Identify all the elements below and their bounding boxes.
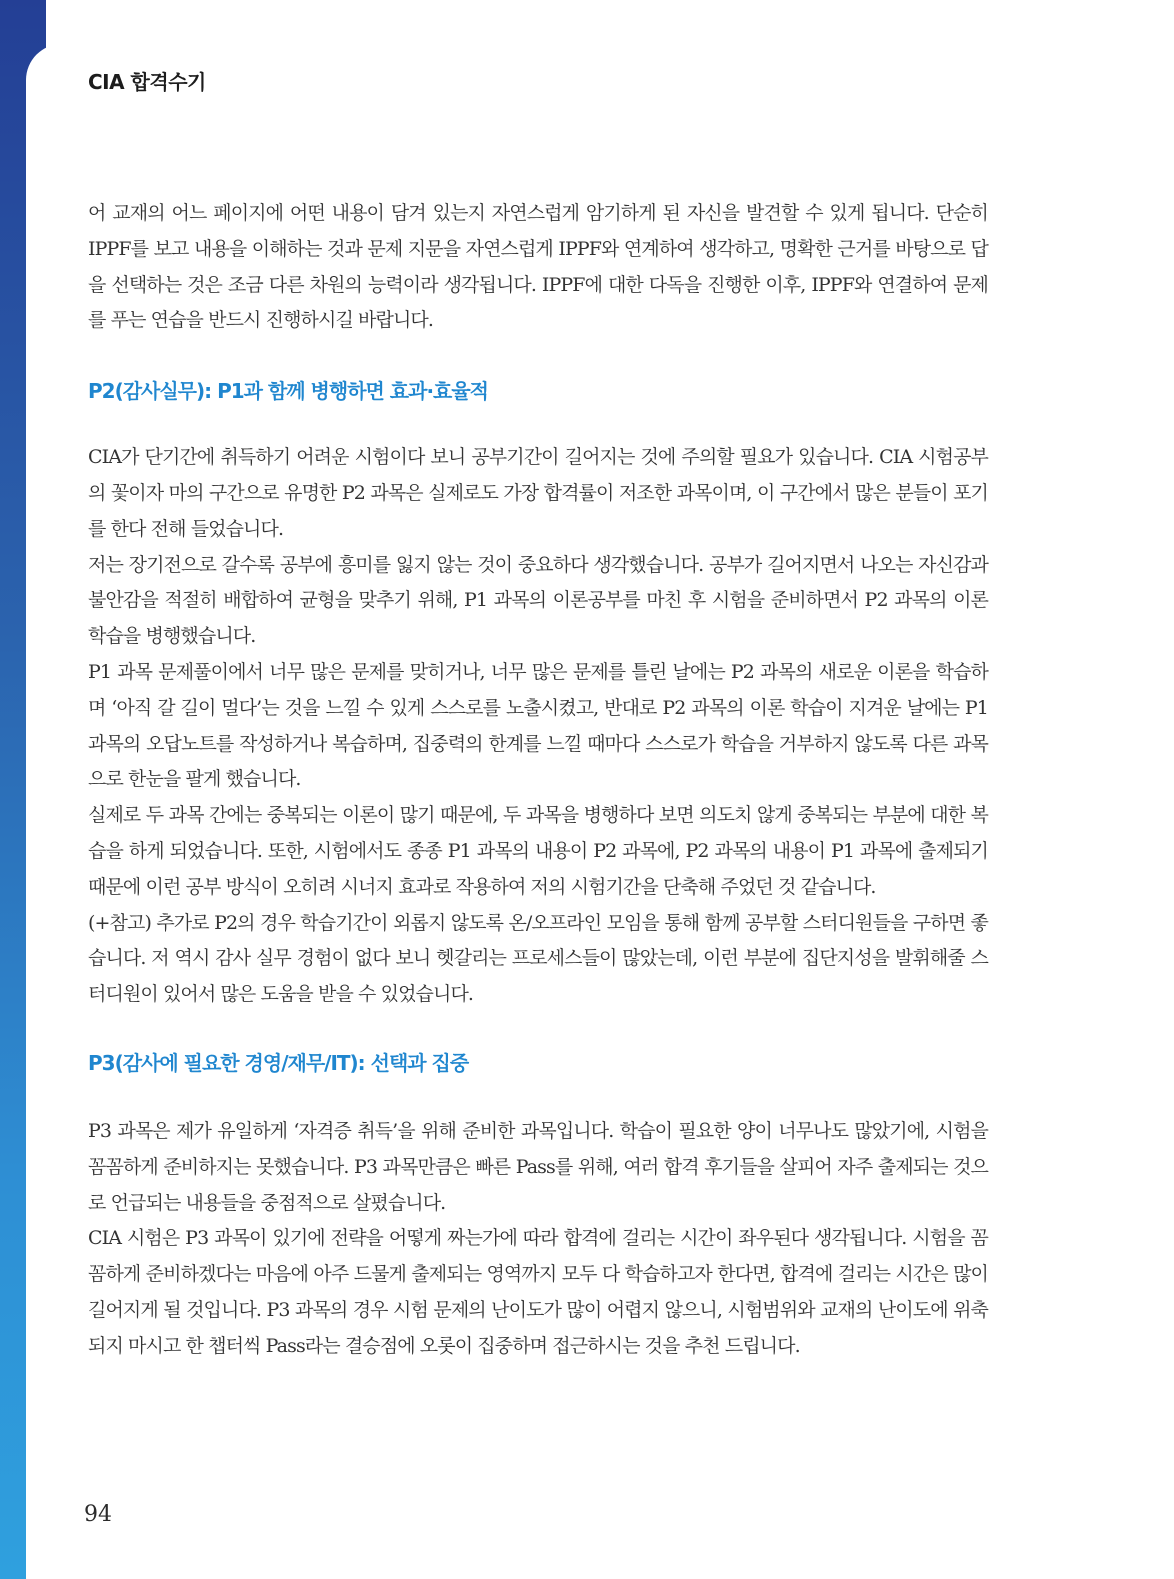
paragraph: P1 과목 문제풀이에서 너무 많은 문제를 맞히거나, 너무 많은 문제를 틀린 날에는 P2 과목의 새로운 이론을 학습하며 ‘아직 갈 길이 멀다’는 것을 느낄 수 있게 스스로를 노출시켰고, 반대로 P2 과목의 이론 학습이 지겨운 날에는 P1 과목의 오답노트를 작성하거나 복습하며, 집중력의 한계를 느낄 때마다 스스로가 학습을 거부하지 않도록 다른 과목으로 한눈을 팔게 했습니다. (88, 660, 988, 791)
section-p2-body (88, 440, 988, 1013)
paragraph: CIA 시험은 P3 과목이 있기에 전략을 어떻게 짜는가에 따라 합격에 걸리는 시간이 좌우된다 생각됩니다. 시험을 꼼꼼하게 준비하겠다는 마음에 아주 드물게 출제되는 영역까지 모두 다 학습하고자 한다면, 합격에 걸리는 시간은 많이 길어지게 될 것입니다. P3 과목의 경우 시험 문제의 난이도가 많이 어렵지 않으니, 시험범위와 교재의 난이도에 위축되지 마시고 한 챕터씩 Pass라는 결승점에 오롯이 집중하며 접근하시는 것을 추천 드립니다. (88, 1227, 988, 1357)
paragraph: CIA가 단기간에 취득하기 어려운 시험이다 보니 공부기간이 길어지는 것에 주의할 필요가 있습니다. CIA 시험공부의 꽃이자 마의 구간으로 유명한 P2 과목은 실제로도 가장 합격률이 저조한 과목이며, 이 구간에서 많은 분들이 포기를 한다 전해 들었습니다. (88, 446, 988, 540)
paragraph: 저는 장기전으로 갈수록 공부에 흥미를 잃지 않는 것이 중요하다 생각했습니다. 공부가 길어지면서 나오는 자신감과 불안감을 적절히 배합하여 균형을 맞추기 위해, P1 과목의 이론공부를 마친 후 시험을 준비하면서 P2 과목의 이론 학습을 병행했습니다. (88, 553, 988, 648)
page-number: 94 (84, 1502, 112, 1527)
running-header: CIA 합격수기 (88, 70, 206, 94)
intro-paragraph: 어 교재의 어느 페이지에 어떤 내용이 담겨 있는지 자연스럽게 암기하게 된 자신을 발견할 수 있게 됩니다. 단순히 IPPF를 보고 내용을 이해하는 것과 문제 지문을 자연스럽게 IPPF와 연계하여 생각하고, 명확한 근거를 바탕으로 답을 선택하는 것은 조금 다른 차원의 능력이라 생각됩니다. IPPF에 대한 다독을 진행한 이후, IPPF와 연결하여 문제를 푸는 연습을 반드시 진행하시길 바랍니다. (88, 202, 988, 332)
section-heading-p3: P3(감사에 필요한 경영/재무/IT): 선택과 집중 (88, 1050, 469, 1075)
section-p3-body (88, 1114, 988, 1365)
paragraph: 실제로 두 과목 간에는 중복되는 이론이 많기 때문에, 두 과목을 병행하다 보면 의도치 않게 중복되는 부분에 대한 복습을 하게 되었습니다. 또한, 시험에서도 종종 P1 과목의 내용이 P2 과목에, P2 과목의 내용이 P1 과목에 출제되기 때문에 이런 공부 방식이 오히려 시너지 효과로 작용하여 저의 시험기간을 단축해 주었던 것 같습니다. (88, 804, 988, 898)
paragraph: P3 과목은 제가 유일하게 ‘자격증 취득’을 위해 준비한 과목입니다. 학습이 필요한 양이 너무나도 많았기에, 시험을 꼼꼼하게 준비하지는 못했습니다. P3 과목만큼은 빠른 Pass를 위해, 여러 합격 후기들을 살피어 자주 출제되는 것으로 언급되는 내용들을 중점적으로 살폈습니다. (88, 1119, 988, 1214)
paragraph: (+참고) 추가로 P2의 경우 학습기간이 외롭지 않도록 온/오프라인 모임을 통해 함께 공부할 스터디원들을 구하면 좋습니다. 저 역시 감사 실무 경험이 없다 보니 헷갈리는 프로세스들이 많았는데, 이런 부분에 집단지성을 발휘해줄 스터디원이 있어서 많은 도움을 받을 수 있었습니다. (88, 911, 988, 1006)
body-content (88, 196, 988, 1365)
intro-block (88, 196, 988, 339)
section-heading-p2: P2(감사실무): P1과 함께 병행하면 효과·효율적 (88, 379, 488, 404)
